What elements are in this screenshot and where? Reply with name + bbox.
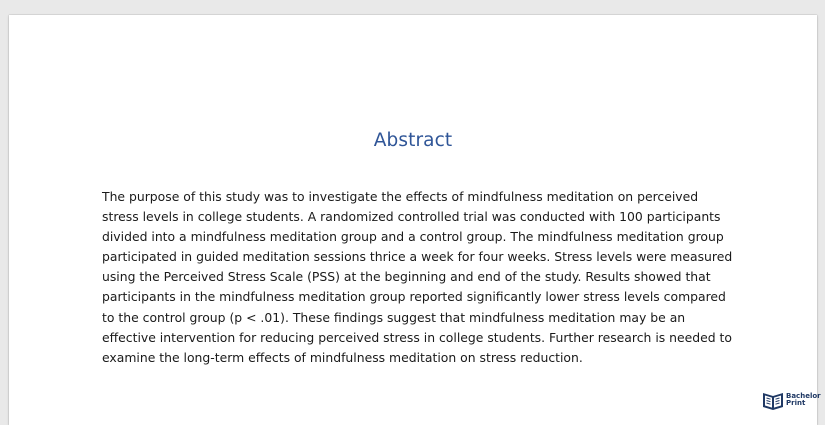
paragraph-line: The purpose of this study was to investigate the effects of mindfulness meditation on perceived <box>102 189 699 204</box>
paragraph-line: participants in the mindfulness meditation group reported significantly lower stress levels compared <box>102 289 726 305</box>
paragraph-line: stress levels in college students. A randomized controlled trial was conducted with 100 participants <box>102 209 721 225</box>
paragraph-line: effective intervention for reducing perceived stress in college students. Further research is needed to <box>102 329 732 345</box>
brand-line-2: Print <box>786 399 806 407</box>
brand-watermark <box>762 389 821 411</box>
brand-name <box>786 393 821 407</box>
paragraph-line: participated in guided meditation sessions thrice a week for four weeks. Stress levels were measured <box>102 249 733 265</box>
brand-line-1: Bachelor <box>786 392 821 400</box>
document-page <box>9 15 817 425</box>
abstract-paragraph <box>102 187 742 368</box>
book-logo-icon <box>762 390 784 410</box>
paragraph-line: using the Perceived Stress Scale (PSS) at the beginning and end of the study. Results showed that <box>102 269 711 285</box>
paragraph-line: examine the long-term effects of mindfulness meditation on stress reduction. <box>102 349 583 365</box>
paragraph-line: to the control group (p < .01). These findings suggest that mindfulness meditation may be an <box>102 309 686 325</box>
paragraph-line: divided into a mindfulness meditation group and a control group. The mindfulness meditation group <box>102 229 724 245</box>
abstract-heading: Abstract <box>373 130 453 151</box>
